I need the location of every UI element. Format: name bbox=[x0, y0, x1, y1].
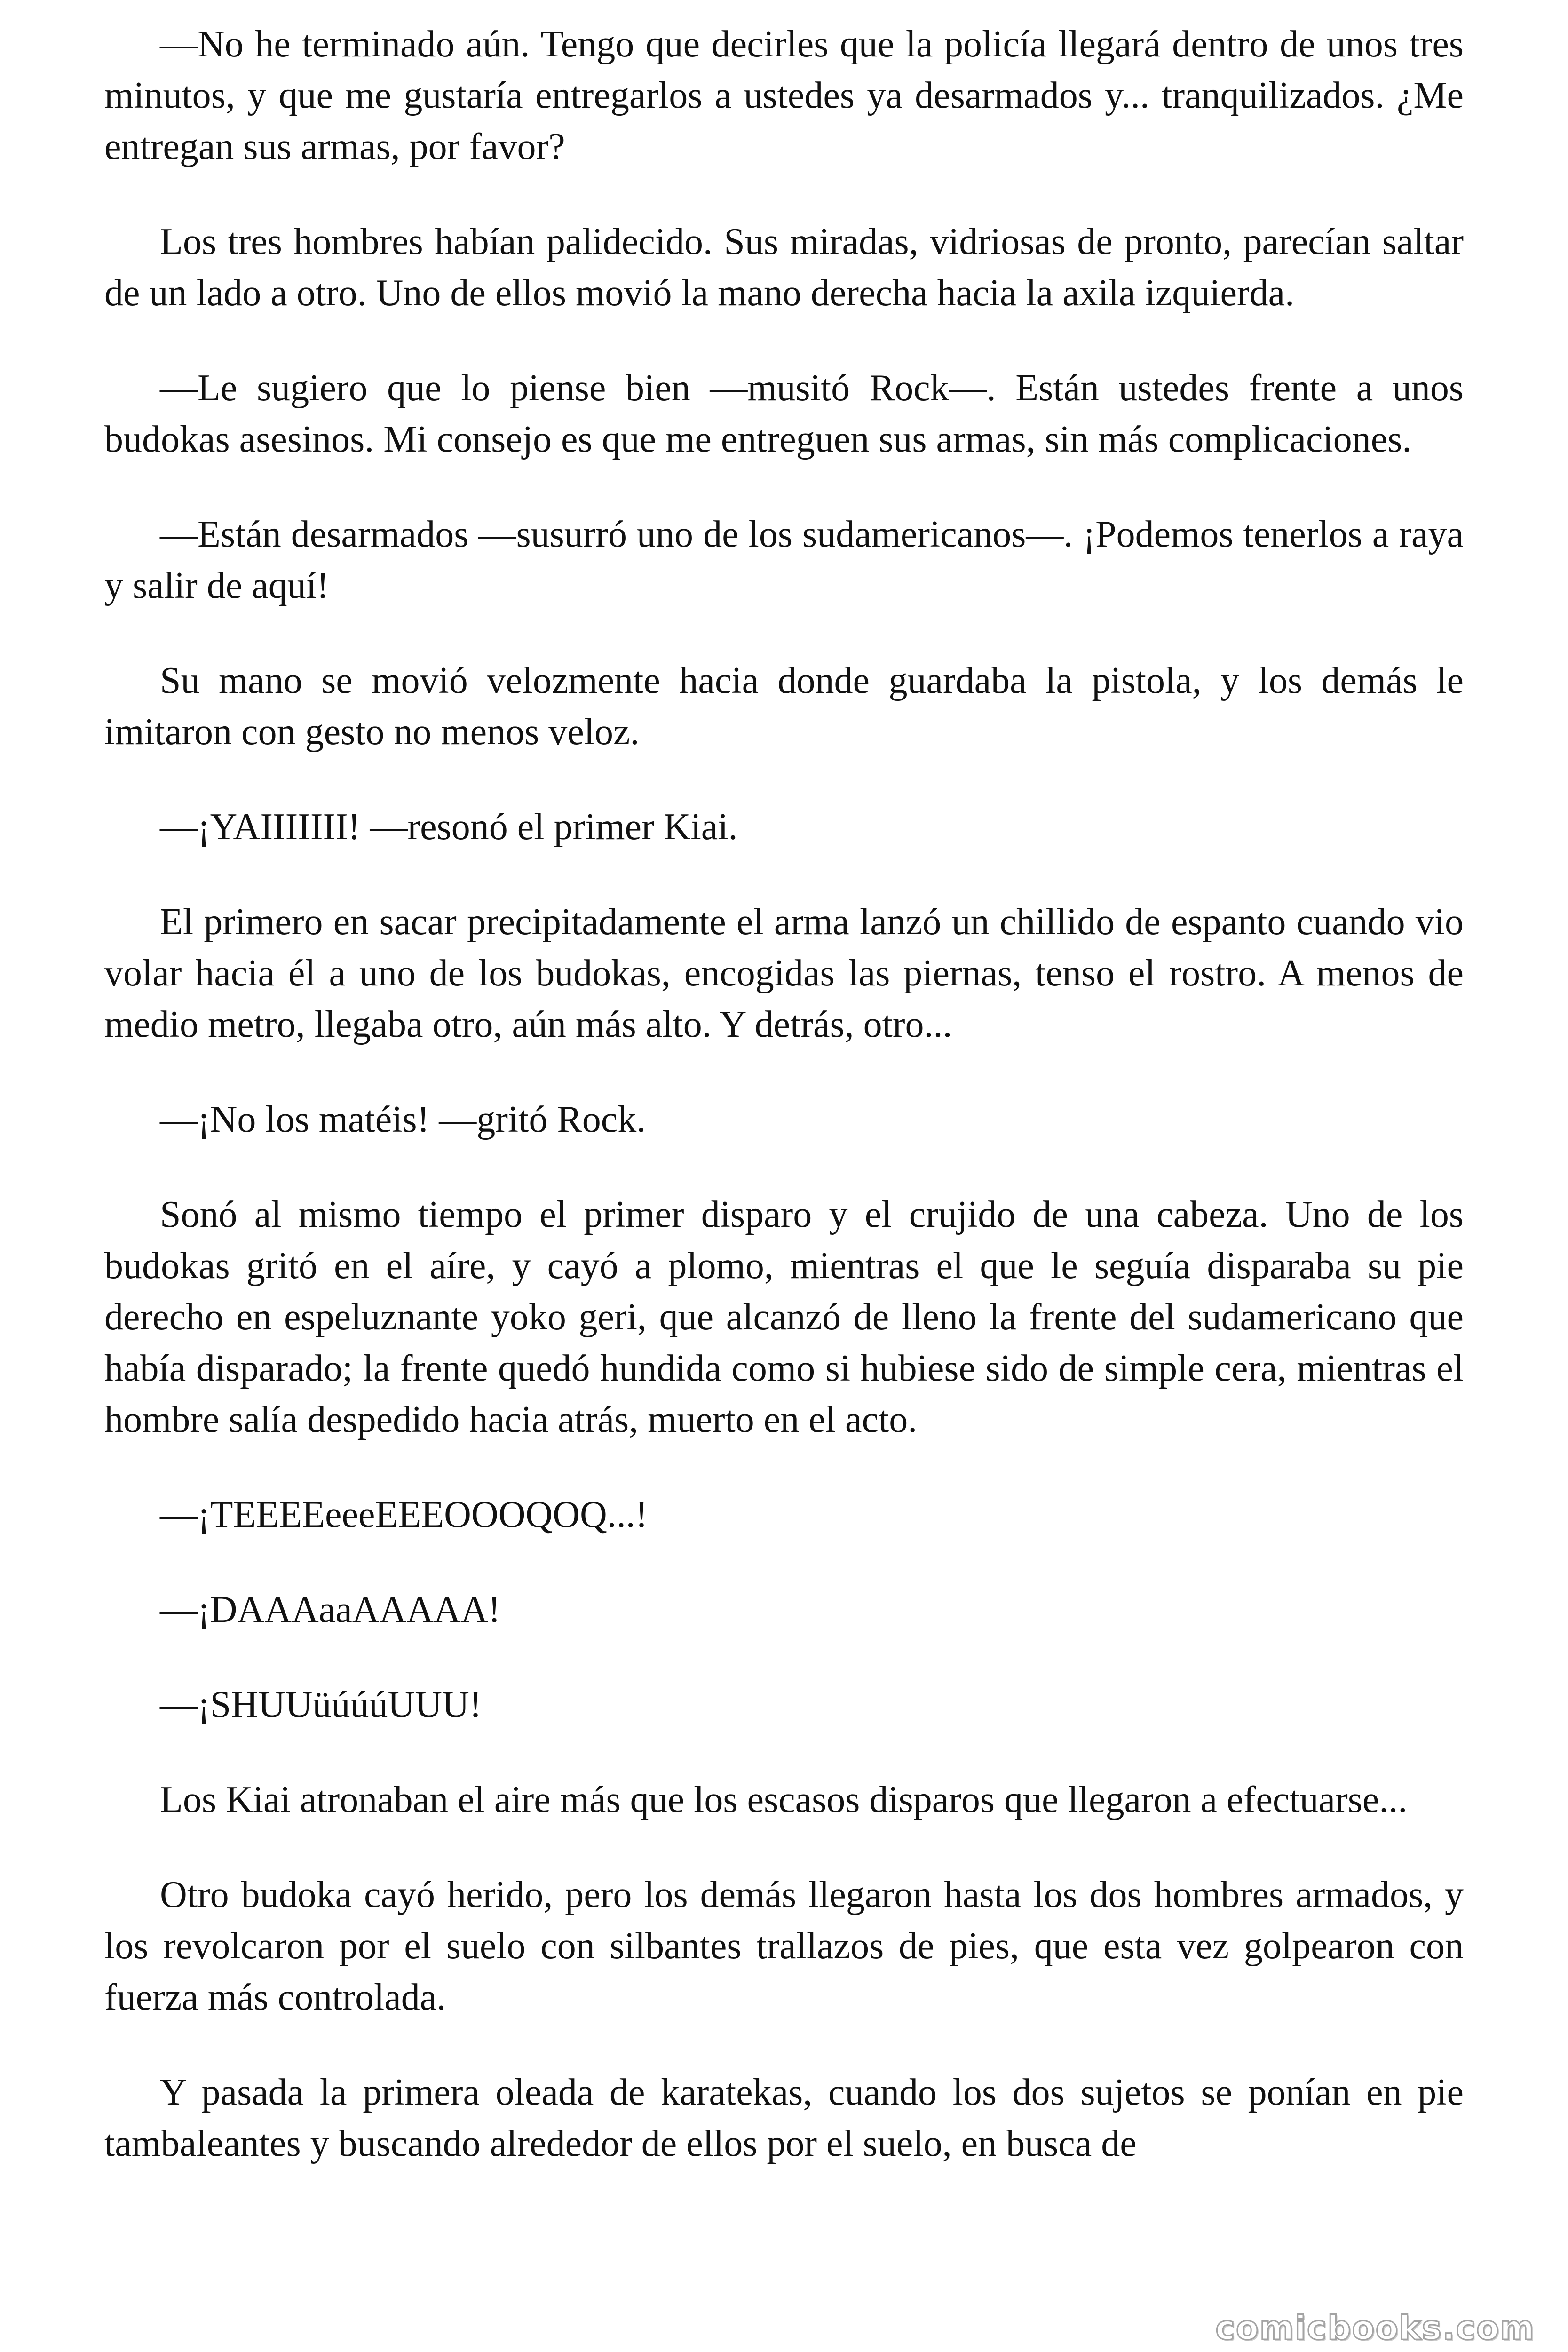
paragraph: El primero en sacar precipitadamente el arma lanzó un chillido de espanto cuando vio volar hacia él a uno de los budokas, encogidas las piernas, tenso el rostro. A menos de medio metro, llegaba otro, aún más alto. Y detrás, otro... bbox=[104, 901, 1464, 1045]
paragraph: —¡No los matéis! —gritó Rock. bbox=[160, 1099, 646, 1140]
document-page bbox=[104, 19, 1464, 2213]
paragraph: Su mano se movió velozmente hacia donde guardaba la pistola, y los demás le imitaron con gesto no menos veloz. bbox=[104, 660, 1464, 753]
paragraph: —¡TEEEEeeeEEEOOOQOQ...! bbox=[160, 1494, 648, 1535]
paragraph: —Están desarmados —susurró uno de los sudamericanos—. ¡Podemos tenerlos a raya y salir de aquí! bbox=[104, 514, 1464, 606]
watermark: comicbooks.com bbox=[1215, 2309, 1535, 2347]
paragraph: Otro budoka cayó herido, pero los demás llegaron hasta los dos hombres armados, y los revolcaron por el suelo con silbantes trallazos de pies, que esta vez golpearon con fuerza más controlada. bbox=[104, 1874, 1464, 2018]
paragraph: —¡DAAAaaAAAAA! bbox=[160, 1589, 501, 1630]
paragraph: —¡SHUUüúúúUUU! bbox=[160, 1684, 482, 1725]
paragraph: Sonó al mismo tiempo el primer disparo y el crujido de una cabeza. Uno de los budokas gritó en el aíre, y cayó a plomo, mientras el que le seguía disparaba su pie derecho en espeluznante yoko geri, que alcanzó de lleno la frente del sudamericano que había disparado; la frente quedó hundida como si hubiese sido de simple cera, mientras el hombre salía despedido hacia atrás, muerto en el acto. bbox=[104, 1194, 1464, 1440]
paragraph: —No he terminado aún. Tengo que decirles que la policía llegará dentro de unos tres minutos, y que me gustaría entregarlos a ustedes ya desarmados y... tranquilizados. ¿Me entregan sus armas, por favor? bbox=[104, 24, 1464, 167]
paragraph: Los Kiai atronaban el aire más que los escasos disparos que llegaron a efectuarse... bbox=[160, 1779, 1408, 1820]
paragraph: Los tres hombres habían palidecido. Sus miradas, vidriosas de pronto, parecían saltar de un lado a otro. Uno de ellos movió la mano derecha hacia la axila izquierda. bbox=[104, 221, 1464, 314]
paragraph: Y pasada la primera oleada de karatekas, cuando los dos sujetos se ponían en pie tambaleantes y buscando alrededor de ellos por el suelo, en busca de bbox=[104, 2072, 1464, 2164]
paragraph: —¡YAIIIIIII! —resonó el primer Kiai. bbox=[160, 806, 738, 848]
paragraph: —Le sugiero que lo piense bien —musitó Rock—. Están ustedes frente a unos budokas asesinos. Mi consejo es que me entreguen sus armas, sin más complicaciones. bbox=[104, 367, 1464, 460]
